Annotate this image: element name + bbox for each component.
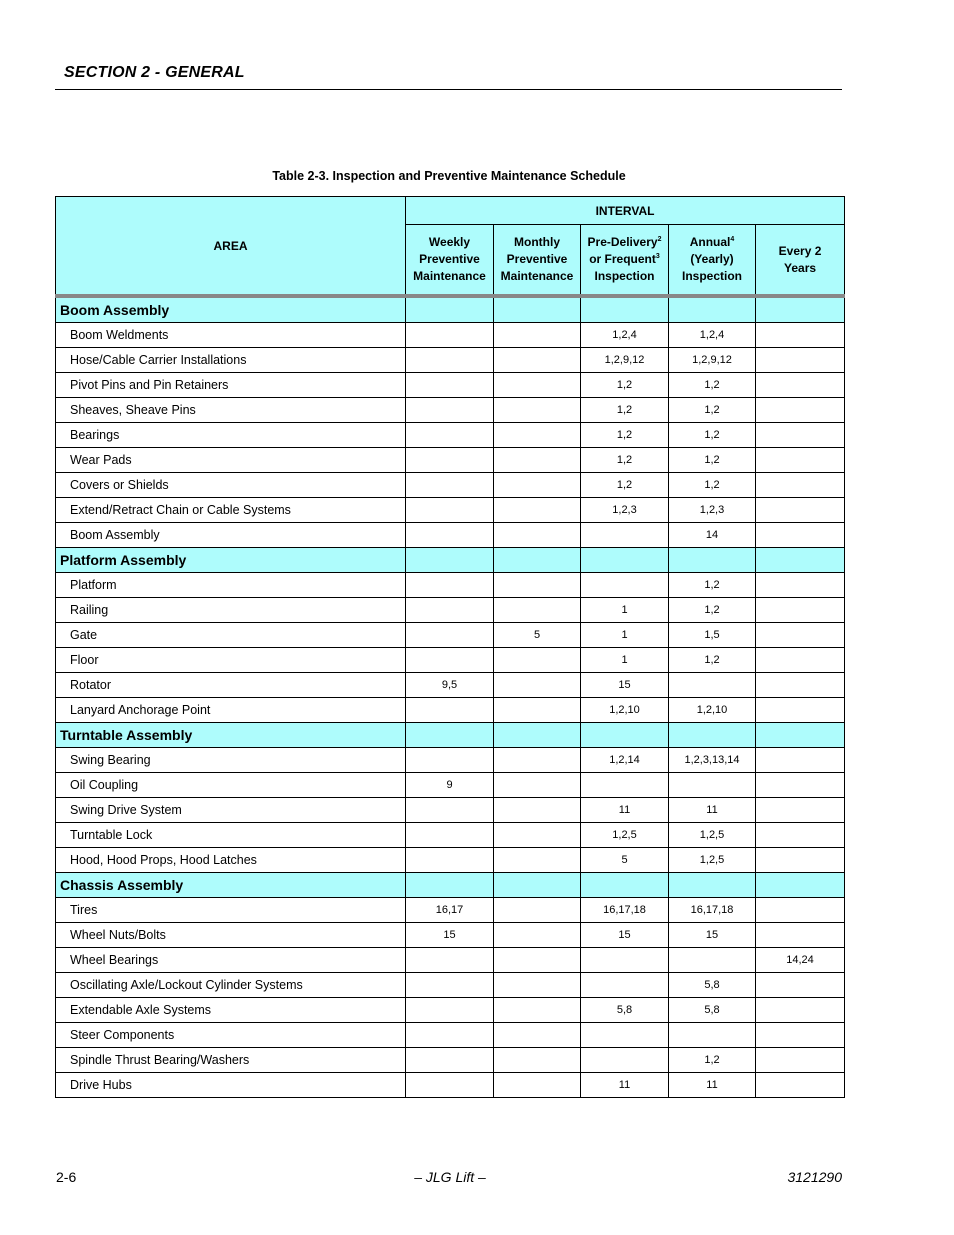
group-label: Boom Assembly xyxy=(56,296,406,323)
table-caption: Table 2-3. Inspection and Preventive Maintenance Schedule xyxy=(272,169,626,183)
interval-cell-annual: 1,2,4 xyxy=(669,323,756,348)
table-row xyxy=(56,823,845,848)
interval-cell-every2 xyxy=(756,648,845,673)
interval-cell-weekly: 15 xyxy=(406,923,494,948)
interval-cell-weekly xyxy=(406,1048,494,1073)
area-cell: Gate xyxy=(56,623,406,648)
group-row xyxy=(56,296,845,323)
interval-cell-predelivery: 1,2 xyxy=(581,423,669,448)
interval-cell-weekly xyxy=(406,1073,494,1098)
interval-cell-monthly xyxy=(494,848,581,873)
interval-cell-every2 xyxy=(756,498,845,523)
interval-cell-annual: 15 xyxy=(669,923,756,948)
interval-cell-weekly xyxy=(406,648,494,673)
group-cell xyxy=(756,296,845,323)
interval-cell-monthly xyxy=(494,398,581,423)
interval-cell-every2 xyxy=(756,348,845,373)
interval-cell-monthly xyxy=(494,748,581,773)
interval-cell-predelivery: 16,17,18 xyxy=(581,898,669,923)
interval-cell-predelivery: 1,2,14 xyxy=(581,748,669,773)
interval-cell-monthly xyxy=(494,998,581,1023)
area-cell: Oil Coupling xyxy=(56,773,406,798)
group-cell xyxy=(669,548,756,573)
interval-cell-every2 xyxy=(756,323,845,348)
interval-cell-monthly xyxy=(494,348,581,373)
interval-cell-predelivery xyxy=(581,948,669,973)
interval-cell-weekly xyxy=(406,323,494,348)
interval-cell-predelivery: 5,8 xyxy=(581,998,669,1023)
group-cell xyxy=(581,873,669,898)
area-cell: Spindle Thrust Bearing/Washers xyxy=(56,1048,406,1073)
group-row xyxy=(56,873,845,898)
area-cell: Swing Drive System xyxy=(56,798,406,823)
interval-cell-weekly xyxy=(406,698,494,723)
interval-cell-weekly xyxy=(406,623,494,648)
area-cell: Hood, Hood Props, Hood Latches xyxy=(56,848,406,873)
header-interval: INTERVAL xyxy=(406,197,845,225)
interval-cell-annual: 1,2 xyxy=(669,648,756,673)
interval-cell-predelivery: 1,2 xyxy=(581,373,669,398)
table-row xyxy=(56,748,845,773)
interval-cell-weekly xyxy=(406,973,494,998)
interval-cell-every2 xyxy=(756,923,845,948)
group-cell xyxy=(669,723,756,748)
area-cell: Pivot Pins and Pin Retainers xyxy=(56,373,406,398)
interval-cell-weekly xyxy=(406,998,494,1023)
group-cell xyxy=(406,723,494,748)
table-row xyxy=(56,623,845,648)
footer-page-number: 2-6 xyxy=(56,1169,77,1185)
interval-cell-every2 xyxy=(756,423,845,448)
area-cell: Bearings xyxy=(56,423,406,448)
interval-cell-weekly xyxy=(406,1023,494,1048)
header-rule xyxy=(55,89,842,90)
interval-cell-monthly xyxy=(494,1023,581,1048)
interval-cell-annual: 5,8 xyxy=(669,973,756,998)
table-row xyxy=(56,498,845,523)
interval-cell-every2 xyxy=(756,898,845,923)
interval-cell-annual xyxy=(669,773,756,798)
interval-cell-predelivery: 11 xyxy=(581,798,669,823)
interval-cell-monthly xyxy=(494,523,581,548)
interval-cell-predelivery xyxy=(581,523,669,548)
table-row xyxy=(56,1048,845,1073)
interval-cell-annual xyxy=(669,1023,756,1048)
interval-cell-every2 xyxy=(756,598,845,623)
group-cell xyxy=(669,873,756,898)
group-cell xyxy=(494,723,581,748)
area-cell: Boom Assembly xyxy=(56,523,406,548)
area-cell: Railing xyxy=(56,598,406,623)
area-cell: Boom Weldments xyxy=(56,323,406,348)
interval-cell-every2 xyxy=(756,523,845,548)
header-annual: Annual$^4$ (Yearly) Inspection xyxy=(669,225,756,297)
table-row xyxy=(56,348,845,373)
interval-cell-predelivery xyxy=(581,1023,669,1048)
interval-cell-monthly xyxy=(494,823,581,848)
footer-doc-number: 3121290 xyxy=(787,1169,842,1185)
interval-cell-weekly xyxy=(406,373,494,398)
interval-cell-predelivery: 15 xyxy=(581,673,669,698)
interval-cell-monthly xyxy=(494,448,581,473)
area-cell: Wheel Bearings xyxy=(56,948,406,973)
interval-cell-every2 xyxy=(756,398,845,423)
interval-cell-every2 xyxy=(756,748,845,773)
interval-cell-weekly: 9,5 xyxy=(406,673,494,698)
area-cell: Extend/Retract Chain or Cable Systems xyxy=(56,498,406,523)
interval-cell-monthly xyxy=(494,923,581,948)
interval-cell-annual: 1,2,10 xyxy=(669,698,756,723)
area-cell: Turntable Lock xyxy=(56,823,406,848)
group-cell xyxy=(494,296,581,323)
interval-cell-monthly xyxy=(494,698,581,723)
group-cell xyxy=(406,873,494,898)
table-row xyxy=(56,973,845,998)
table-row xyxy=(56,573,845,598)
interval-cell-every2 xyxy=(756,773,845,798)
interval-cell-every2: 14,24 xyxy=(756,948,845,973)
interval-cell-annual: 14 xyxy=(669,523,756,548)
interval-cell-annual: 1,2,9,12 xyxy=(669,348,756,373)
interval-cell-predelivery: 1,2 xyxy=(581,473,669,498)
group-label: Platform Assembly xyxy=(56,548,406,573)
area-cell: Extendable Axle Systems xyxy=(56,998,406,1023)
interval-cell-annual: 16,17,18 xyxy=(669,898,756,923)
group-label: Chassis Assembly xyxy=(56,873,406,898)
header-predelivery: Pre-Delivery$^2$ or Frequent$^3$ Inspection xyxy=(581,225,669,297)
interval-cell-annual xyxy=(669,948,756,973)
interval-cell-every2 xyxy=(756,848,845,873)
interval-cell-every2 xyxy=(756,473,845,498)
table-row xyxy=(56,673,845,698)
interval-cell-weekly: 9 xyxy=(406,773,494,798)
interval-cell-predelivery xyxy=(581,973,669,998)
table-row xyxy=(56,398,845,423)
area-cell: Oscillating Axle/Lockout Cylinder Systems xyxy=(56,973,406,998)
area-cell: Hose/Cable Carrier Installations xyxy=(56,348,406,373)
table-row xyxy=(56,523,845,548)
group-cell xyxy=(756,723,845,748)
interval-cell-predelivery: 1,2 xyxy=(581,398,669,423)
interval-cell-annual: 1,2,5 xyxy=(669,823,756,848)
interval-cell-weekly xyxy=(406,748,494,773)
interval-cell-predelivery: 1,2,5 xyxy=(581,823,669,848)
area-cell: Steer Components xyxy=(56,1023,406,1048)
interval-cell-weekly xyxy=(406,798,494,823)
interval-cell-weekly xyxy=(406,848,494,873)
interval-cell-monthly xyxy=(494,1073,581,1098)
area-cell: Sheaves, Sheave Pins xyxy=(56,398,406,423)
interval-cell-monthly xyxy=(494,373,581,398)
interval-cell-weekly xyxy=(406,523,494,548)
group-cell xyxy=(581,723,669,748)
interval-cell-annual xyxy=(669,673,756,698)
group-cell xyxy=(406,548,494,573)
table-row xyxy=(56,773,845,798)
interval-cell-annual: 1,2,3 xyxy=(669,498,756,523)
header-every-2-years: Every 2 Years xyxy=(756,225,845,297)
interval-cell-every2 xyxy=(756,1023,845,1048)
table-row xyxy=(56,423,845,448)
group-cell xyxy=(756,873,845,898)
interval-cell-annual: 1,2 xyxy=(669,398,756,423)
area-cell: Swing Bearing xyxy=(56,748,406,773)
interval-cell-predelivery: 1 xyxy=(581,648,669,673)
interval-cell-predelivery: 11 xyxy=(581,1073,669,1098)
interval-cell-weekly xyxy=(406,348,494,373)
area-cell: Lanyard Anchorage Point xyxy=(56,698,406,723)
interval-cell-monthly xyxy=(494,598,581,623)
interval-cell-predelivery: 1 xyxy=(581,623,669,648)
interval-cell-weekly xyxy=(406,448,494,473)
header-monthly: Monthly Preventive Maintenance xyxy=(494,225,581,297)
area-cell: Drive Hubs xyxy=(56,1073,406,1098)
interval-cell-predelivery xyxy=(581,573,669,598)
interval-cell-every2 xyxy=(756,698,845,723)
interval-cell-annual: 11 xyxy=(669,1073,756,1098)
group-label: Turntable Assembly xyxy=(56,723,406,748)
table-row xyxy=(56,373,845,398)
area-cell: Covers or Shields xyxy=(56,473,406,498)
table-row xyxy=(56,848,845,873)
interval-cell-monthly xyxy=(494,573,581,598)
interval-cell-annual: 1,2,3,13,14 xyxy=(669,748,756,773)
interval-cell-annual: 1,5 xyxy=(669,623,756,648)
interval-cell-monthly xyxy=(494,473,581,498)
area-cell: Wear Pads xyxy=(56,448,406,473)
interval-cell-predelivery: 1,2 xyxy=(581,448,669,473)
interval-cell-predelivery: 1,2,3 xyxy=(581,498,669,523)
table-row xyxy=(56,998,845,1023)
interval-cell-annual: 1,2 xyxy=(669,1048,756,1073)
group-cell xyxy=(581,296,669,323)
area-cell: Tires xyxy=(56,898,406,923)
interval-cell-monthly xyxy=(494,498,581,523)
interval-cell-annual: 1,2 xyxy=(669,573,756,598)
interval-cell-annual: 1,2,5 xyxy=(669,848,756,873)
interval-cell-predelivery: 15 xyxy=(581,923,669,948)
interval-cell-annual: 1,2 xyxy=(669,598,756,623)
interval-cell-monthly xyxy=(494,898,581,923)
interval-cell-monthly xyxy=(494,323,581,348)
interval-cell-every2 xyxy=(756,573,845,598)
interval-cell-monthly xyxy=(494,1048,581,1073)
interval-cell-weekly xyxy=(406,398,494,423)
table-row xyxy=(56,648,845,673)
interval-cell-weekly xyxy=(406,498,494,523)
interval-cell-weekly xyxy=(406,948,494,973)
interval-cell-annual: 1,2 xyxy=(669,473,756,498)
interval-cell-predelivery: 1,2,4 xyxy=(581,323,669,348)
interval-cell-predelivery: 5 xyxy=(581,848,669,873)
header-area: AREA xyxy=(56,197,406,297)
interval-cell-every2 xyxy=(756,998,845,1023)
interval-cell-every2 xyxy=(756,623,845,648)
table-row xyxy=(56,898,845,923)
group-cell xyxy=(669,296,756,323)
interval-cell-monthly xyxy=(494,673,581,698)
interval-cell-weekly xyxy=(406,423,494,448)
interval-cell-weekly xyxy=(406,573,494,598)
interval-cell-annual: 1,2 xyxy=(669,423,756,448)
table-row xyxy=(56,598,845,623)
table-row xyxy=(56,948,845,973)
interval-cell-weekly xyxy=(406,473,494,498)
area-cell: Rotator xyxy=(56,673,406,698)
interval-cell-predelivery: 1,2,9,12 xyxy=(581,348,669,373)
table-row xyxy=(56,448,845,473)
group-cell xyxy=(406,296,494,323)
table-row xyxy=(56,323,845,348)
table-row xyxy=(56,923,845,948)
interval-cell-predelivery xyxy=(581,1048,669,1073)
header-weekly: Weekly Preventive Maintenance xyxy=(406,225,494,297)
schedule-body xyxy=(56,296,845,1098)
interval-cell-monthly: 5 xyxy=(494,623,581,648)
interval-cell-annual: 11 xyxy=(669,798,756,823)
interval-cell-every2 xyxy=(756,448,845,473)
table-row xyxy=(56,698,845,723)
interval-cell-every2 xyxy=(756,798,845,823)
interval-cell-monthly xyxy=(494,948,581,973)
group-cell xyxy=(756,548,845,573)
table-row xyxy=(56,798,845,823)
group-cell xyxy=(494,548,581,573)
interval-cell-predelivery: 1,2,10 xyxy=(581,698,669,723)
area-cell: Floor xyxy=(56,648,406,673)
interval-cell-annual: 5,8 xyxy=(669,998,756,1023)
group-row xyxy=(56,723,845,748)
section-header: SECTION 2 - GENERAL xyxy=(64,64,245,81)
interval-cell-every2 xyxy=(756,373,845,398)
interval-cell-monthly xyxy=(494,773,581,798)
table-row xyxy=(56,473,845,498)
interval-cell-predelivery: 1 xyxy=(581,598,669,623)
interval-cell-every2 xyxy=(756,1073,845,1098)
group-cell xyxy=(581,548,669,573)
interval-cell-every2 xyxy=(756,823,845,848)
interval-cell-every2 xyxy=(756,1048,845,1073)
interval-cell-monthly xyxy=(494,648,581,673)
interval-cell-weekly xyxy=(406,598,494,623)
group-row xyxy=(56,548,845,573)
interval-cell-weekly: 16,17 xyxy=(406,898,494,923)
interval-cell-weekly xyxy=(406,823,494,848)
footer-publisher: – JLG Lift – xyxy=(414,1169,486,1185)
interval-cell-predelivery xyxy=(581,773,669,798)
area-cell: Platform xyxy=(56,573,406,598)
table-row xyxy=(56,1023,845,1048)
table-row xyxy=(56,1073,845,1098)
interval-cell-annual: 1,2 xyxy=(669,373,756,398)
interval-cell-annual: 1,2 xyxy=(669,448,756,473)
interval-cell-monthly xyxy=(494,423,581,448)
interval-cell-every2 xyxy=(756,673,845,698)
interval-cell-monthly xyxy=(494,973,581,998)
group-cell xyxy=(494,873,581,898)
interval-cell-every2 xyxy=(756,973,845,998)
maintenance-schedule-table xyxy=(55,196,845,1098)
area-cell: Wheel Nuts/Bolts xyxy=(56,923,406,948)
interval-cell-monthly xyxy=(494,798,581,823)
